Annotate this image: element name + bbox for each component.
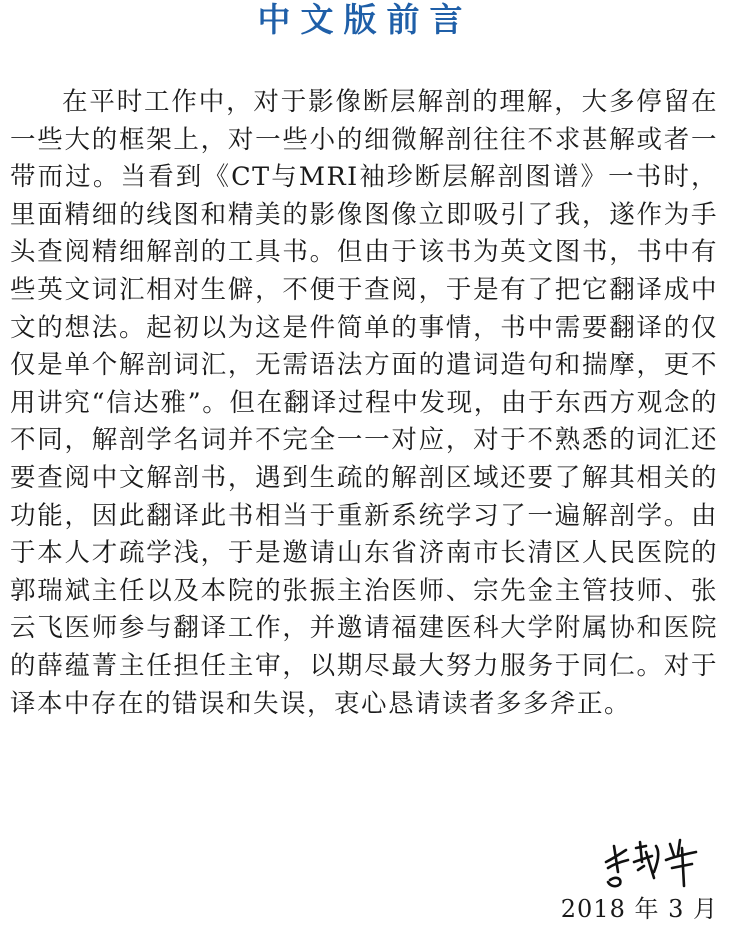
preface-body: 在平时工作中，对于影像断层解剖的理解，大多停留在一些大的框架上，对一些小的细微解剖往往不求甚解或者一带而过。当看到《CT与MRI袖珍断层解剖图谱》一书时，里面精细的线图和精美的影像图像立即吸引了我，遂作为手头查阅精细解剖的工具书。但由于该书为英文图书，书中有些英文词汇相对生僻，不便于查阅，于是有了把它翻译成中文的想法。起初以为这是件简单的事情，书中需要翻译的仅仅是单个解剖词汇，无需语法方面的遣词造句和揣摩，更不用讲究“信达雅”。但在翻译过程中发现，由于东西方观念的不同，解剖学名词并不完全一一对应，对于不熟悉的词汇还要查阅中文解剖书，遇到生疏的解剖区域还要了解其相关的功能，因此翻译此书相当于重新系统学习了一遍解剖学。由于本人才疏学浅，于是邀请山东省济南市长清区人民医院的郭瑞斌主任以及本院的张振主治医师、宗先金主管技师、张云飞医师参与翻译工作，并邀请福建医科大学附属协和医院的薛蕴菁主任担任主审，以期尽最大努力服务于同仁。对于译本中存在的错误和失误，衷心恳请读者多多斧正。	[10, 87, 718, 719]
page-title: 中文版前言	[257, 0, 473, 39]
preface-date: 2018 年 3 月	[560, 895, 718, 923]
handwritten-signature	[600, 832, 710, 892]
